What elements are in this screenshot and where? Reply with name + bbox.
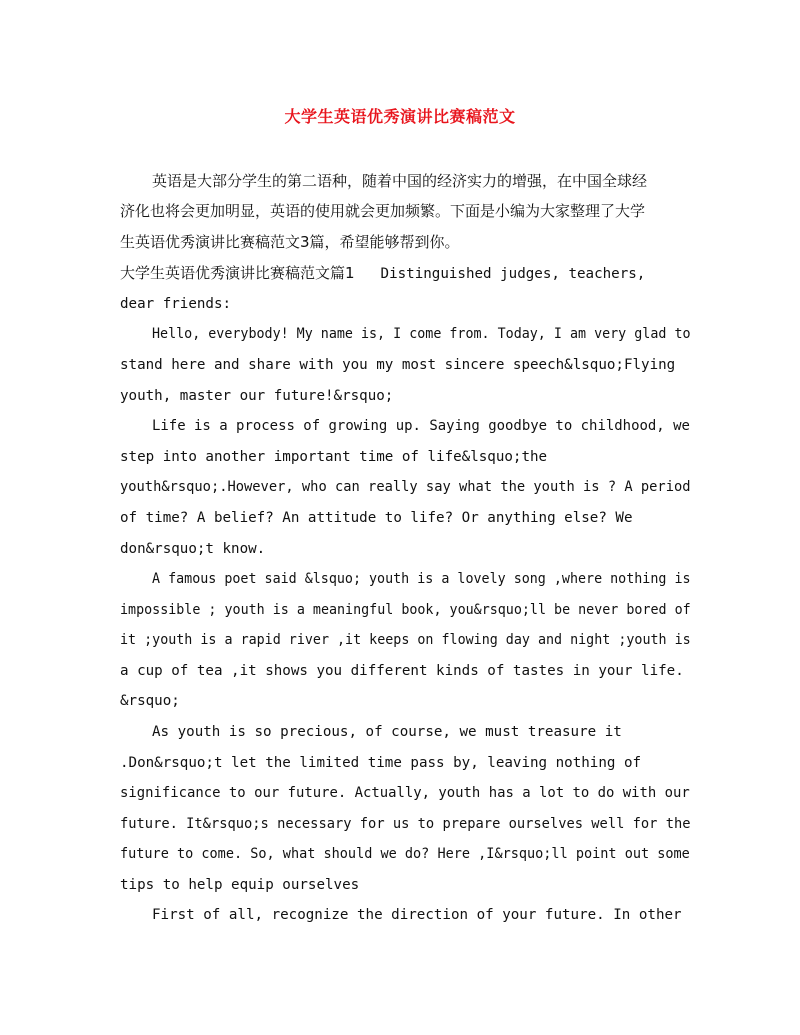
body-line-12: it ;youth is a rapid river ,it keeps on flowing day and night ;youth is	[120, 632, 691, 648]
body-line-2: Hello, everybody! My name is, I come from. Today, I am very glad to	[152, 326, 691, 342]
body-line-4: youth, master our future!&rsquo;	[120, 388, 394, 404]
intro-line-3: 生英语优秀演讲比赛稿范文3篇，希望能够帮到你。	[120, 233, 460, 251]
section-heading-en: Distinguished judges, teachers,	[380, 266, 646, 282]
body-line-9: don&rsquo;t know.	[120, 541, 266, 557]
body-line-13: a cup of tea ,it shows you different kinds of tastes in your life.	[120, 663, 684, 679]
body-line-7: youth&rsquo;.However, who can really say what the youth is ? A period	[120, 479, 691, 495]
body-line-14: &rsquo;	[120, 693, 180, 709]
document-title: 大学生英语优秀演讲比赛稿范文	[284, 107, 516, 126]
section-heading-cn: 大学生英语优秀演讲比赛稿范文篇1	[120, 264, 355, 282]
body-line-3: stand here and share with you my most sincere speech&lsquo;Flying	[120, 357, 676, 373]
body-line-17: significance to our future. Actually, youth has a lot to do with our	[120, 785, 690, 801]
body-line-11: impossible ; youth is a meaningful book, you&rsquo;ll be never bored of	[120, 602, 691, 618]
body-line-8: of time? A belief? An attitude to life? Or anything else? We	[120, 510, 633, 526]
body-line-5: Life is a process of growing up. Saying goodbye to childhood, we	[152, 418, 690, 434]
body-line-1: dear friends:	[120, 296, 232, 312]
intro-line-2: 济化也将会更加明显，英语的使用就会更加频繁。下面是小编为大家整理了大学	[120, 202, 646, 220]
body-line-10: A famous poet said &lsquo; youth is a lovely song ,where nothing is	[152, 571, 691, 587]
intro-line-1: 英语是大部分学生的第二语种，随着中国的经济实力的增强，在中国全球经	[152, 172, 648, 190]
body-line-18: future. It&rsquo;s necessary for us to prepare ourselves well for the	[120, 816, 691, 832]
body-line-21: First of all, recognize the direction of your future. In other	[152, 907, 682, 923]
body-line-16: .Don&rsquo;t let the limited time pass by, leaving nothing of	[120, 755, 642, 771]
body-line-15: As youth is so precious, of course, we must treasure it	[152, 724, 622, 740]
body-line-6: step into another important time of life&lsquo;the	[120, 449, 548, 465]
body-line-20: tips to help equip ourselves	[120, 877, 360, 893]
section-heading	[120, 263, 645, 284]
body-line-19: future to come. So, what should we do? Here ,I&rsquo;ll point out some	[120, 846, 690, 862]
